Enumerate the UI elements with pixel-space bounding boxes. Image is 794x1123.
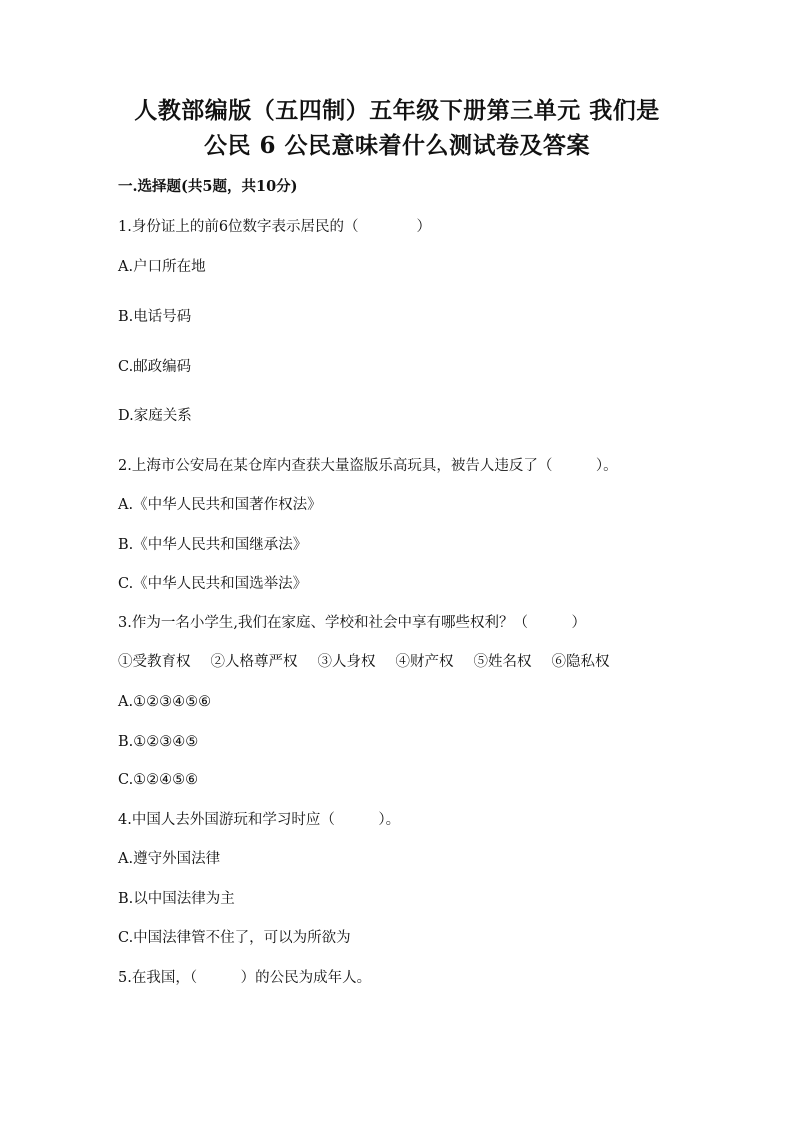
right-item: ⑤姓名权 (473, 654, 532, 670)
question-2-option-b: B.《中华人民共和国继承法》 (118, 537, 308, 553)
question-5-stem: 5.在我国，（ ）的公民为成年人。 (118, 970, 372, 986)
document-title-line-1: 人教部编版（五四制）五年级下册第三单元 我们是 (134, 97, 660, 124)
question-2-stem: 2.上海市公安局在某仓库内查获大量盗版乐高玩具，被告人违反了（ ）。 (118, 458, 618, 474)
question-1-option-a: A.户口所在地 (118, 259, 206, 275)
question-3-option-a: A.①②③④⑤⑥ (118, 694, 212, 710)
question-1-option-d: D.家庭关系 (118, 408, 192, 424)
question-3-rights-list (118, 652, 610, 672)
right-item: ②人格尊严权 (210, 654, 298, 670)
question-4-option-c: C.中国法律管不住了，可以为所欲为 (118, 930, 351, 946)
question-4-stem: 4.中国人去外国游玩和学习时应（ ）。 (118, 812, 401, 828)
question-1-option-b: B.电话号码 (118, 309, 192, 325)
question-4-option-a: A.遵守外国法律 (118, 851, 221, 867)
question-3-option-c: C.①②④⑤⑥ (118, 772, 199, 788)
question-1-option-c: C.邮政编码 (118, 359, 192, 375)
question-3-stem: 3.作为一名小学生,我们在家庭、学校和社会中享有哪些权利？（ ） (118, 615, 586, 631)
question-2-option-c: C.《中华人民共和国选举法》 (118, 576, 308, 592)
section-heading: 一.选择题(共5题，共10分) (118, 178, 298, 195)
right-item: ③人身权 (317, 654, 376, 670)
right-item: ④财产权 (395, 654, 454, 670)
right-item: ①受教育权 (118, 654, 191, 670)
question-2-option-a: A.《中华人民共和国著作权法》 (118, 497, 322, 513)
right-item: ⑥隐私权 (551, 654, 610, 670)
question-3-option-b: B.①②③④⑤ (118, 734, 199, 750)
question-1-stem: 1.身份证上的前6位数字表示居民的（ ） (118, 219, 432, 235)
document-title-line-2: 公民 6 公民意味着什么测试卷及答案 (203, 132, 591, 159)
question-4-option-b: B.以中国法律为主 (118, 891, 235, 907)
